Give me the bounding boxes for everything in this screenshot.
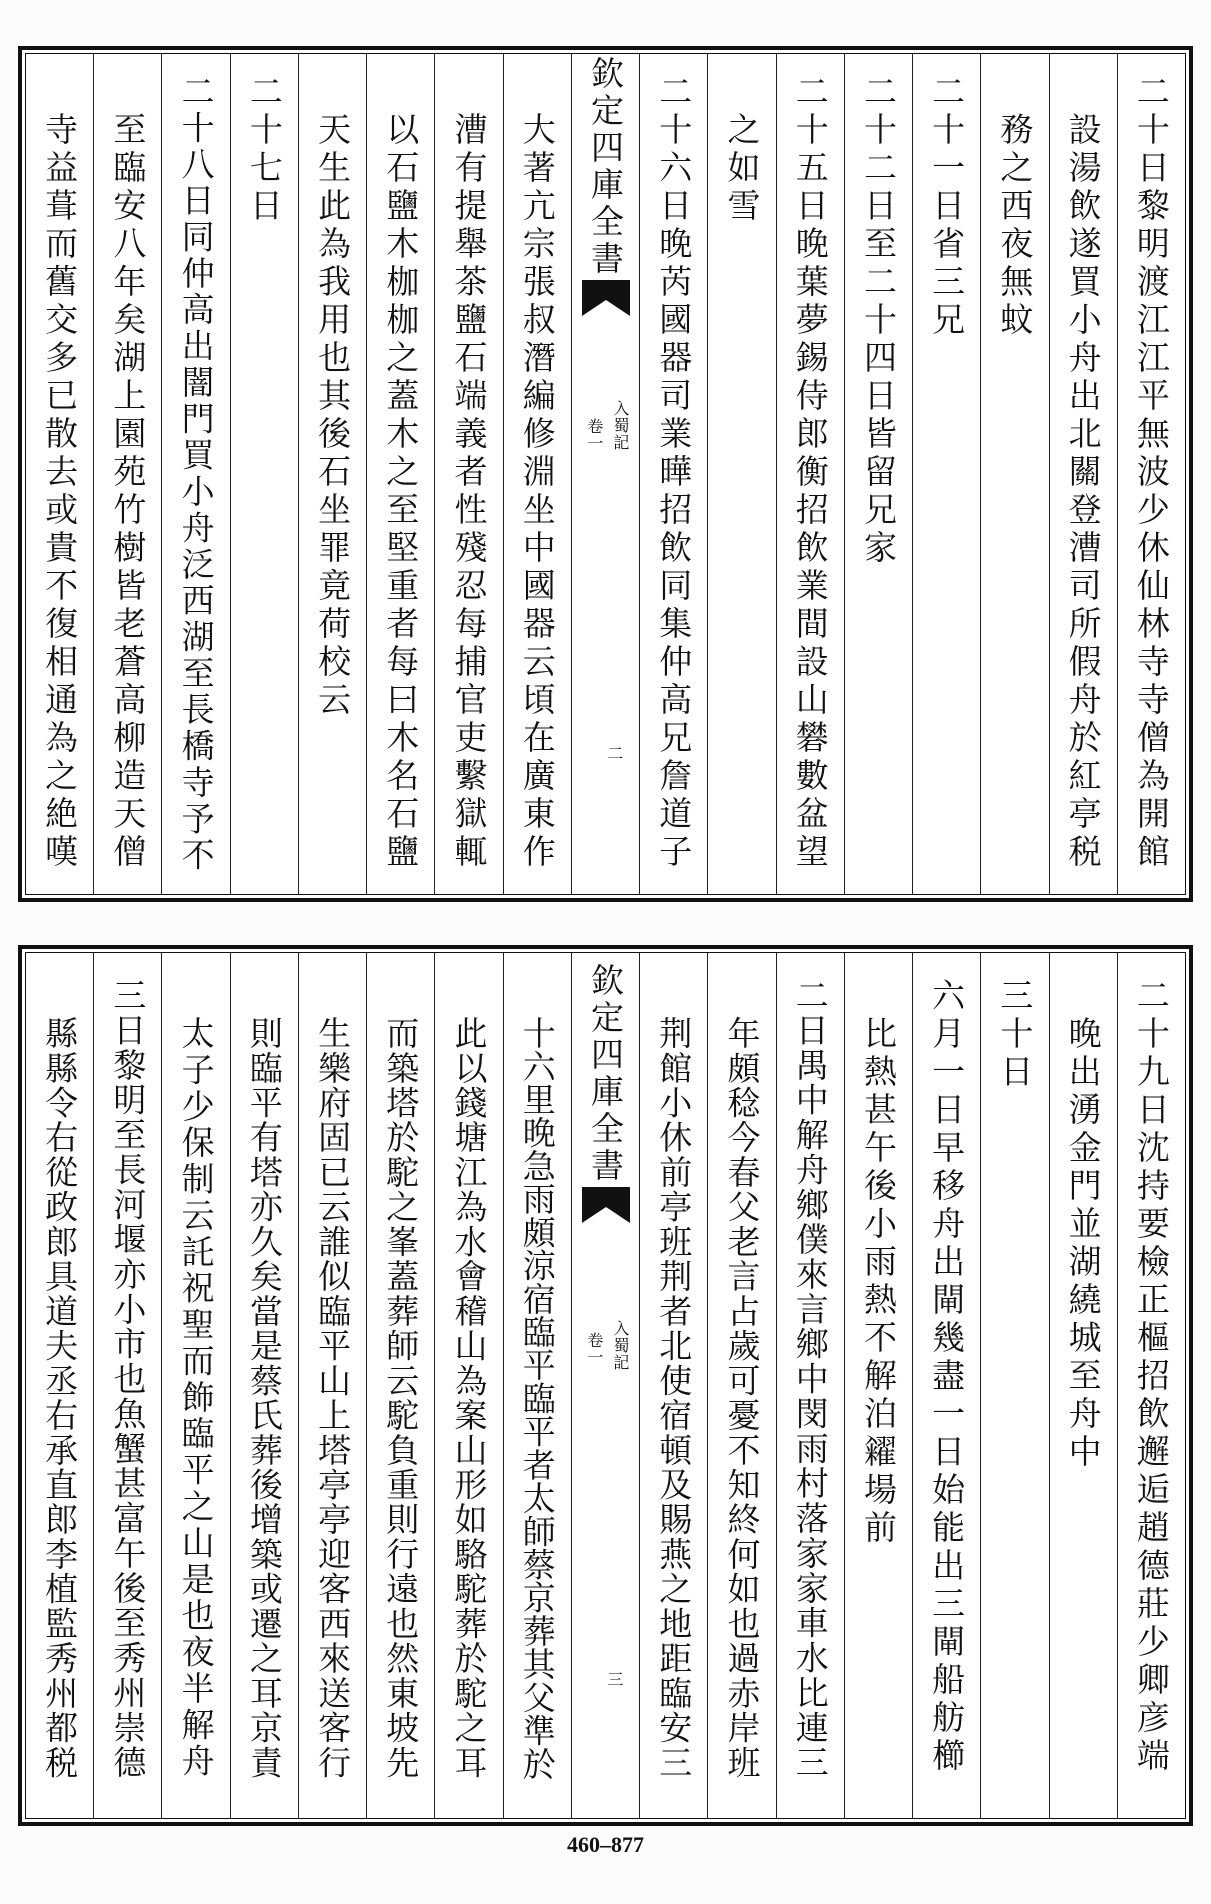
column-text: 十六里晚急雨頗涼宿臨平臨平者太師蔡京葬其父準於 xyxy=(517,1016,557,1780)
column-text: 六月一日早移舟出閘幾盡一日始能出三閘船舫櫛 xyxy=(927,978,967,1776)
column-text: 則臨平有塔亦久矣當是蔡氏葬後增築或遷之耳京責 xyxy=(244,1016,284,1780)
leaf-border xyxy=(25,952,1186,1819)
folio-number: 三 xyxy=(604,1671,624,1688)
column-text: 此以錢塘江為水會稽山為案山形如駱駝葬於駝之耳 xyxy=(449,1016,489,1780)
text-column xyxy=(912,953,980,1818)
volume-label: 卷一 xyxy=(584,418,604,452)
column-text: 年頗稔今春父老言占歲可憂不知終何如也過赤岸班 xyxy=(722,1016,762,1780)
text-column xyxy=(639,54,707,894)
leaf-border xyxy=(25,53,1186,895)
volume-label: 卷一 xyxy=(584,1332,604,1366)
running-title: 欽定四庫全書 xyxy=(586,56,625,278)
column-text: 晚出湧金門並湖繞城至舟中 xyxy=(1063,1016,1103,1472)
page-footer-number: 460–877 xyxy=(567,1832,644,1857)
column-text: 二十五日晚葉夢錫侍郎衡招飲業間設山礬數盆望 xyxy=(790,74,830,872)
column-text: 三日黎明至長河堰亦小市也魚蟹甚富午後至秀州崇德 xyxy=(108,978,148,1780)
text-column xyxy=(707,953,775,1818)
center-column xyxy=(571,953,639,1818)
text-column xyxy=(912,54,980,894)
text-column xyxy=(434,54,502,894)
text-column xyxy=(776,953,844,1818)
text-column xyxy=(1117,54,1185,894)
column-text: 之如雪 xyxy=(722,112,762,226)
column-text: 比熱甚午後小雨熱不解泊糴場前 xyxy=(858,1016,898,1548)
text-column xyxy=(161,54,229,894)
text-column xyxy=(980,953,1048,1818)
text-column xyxy=(1049,54,1117,894)
column-text: 三十日 xyxy=(995,978,1035,1092)
text-column xyxy=(1049,953,1117,1818)
text-column xyxy=(298,54,366,894)
center-column xyxy=(571,54,639,894)
text-column xyxy=(26,953,93,1818)
column-text: 至臨安八年矣湖上園苑竹樹皆老蒼高柳造天僧 xyxy=(108,112,148,872)
column-text: 二日禺中解舟鄉僕來言鄉中閔雨村落家家車水比連三 xyxy=(790,978,830,1780)
text-column xyxy=(503,953,571,1818)
text-column xyxy=(980,54,1048,894)
column-text: 荆館小休前亭班荆者北使宿頓及賜燕之地距臨安三 xyxy=(654,1016,694,1780)
column-text: 以石鹽木枷枷之蓋木之至堅重者每曰木名石鹽 xyxy=(381,112,421,872)
column-text: 二十七日 xyxy=(244,74,284,226)
book-title: 入蜀記 xyxy=(610,1320,630,1371)
book-title: 入蜀記 xyxy=(610,400,630,451)
text-column xyxy=(366,953,434,1818)
text-column xyxy=(298,953,366,1818)
column-text: 二十八日同仲高出闇門買小舟泛西湖至長橋寺予不 xyxy=(176,74,216,874)
text-column xyxy=(93,953,161,1818)
text-column xyxy=(639,953,707,1818)
text-column xyxy=(844,953,912,1818)
column-text: 二十六日晚芮國器司業曄招飲同集仲高兄詹道子 xyxy=(654,74,694,872)
column-text: 設湯飲遂買小舟出北關登漕司所假舟於紅亭税 xyxy=(1063,112,1103,872)
text-column xyxy=(366,54,434,894)
upper-leaf xyxy=(18,46,1193,902)
folio-number: 二 xyxy=(604,745,624,762)
text-column xyxy=(503,54,571,894)
text-column xyxy=(161,953,229,1818)
text-column xyxy=(26,54,93,894)
column-text: 大著亢宗張叔潛編修淵坐中國器云頃在廣東作 xyxy=(517,112,557,872)
text-column xyxy=(434,953,502,1818)
running-title: 欽定四庫全書 xyxy=(586,963,625,1185)
fishtail-mark xyxy=(582,1187,630,1223)
column-text: 二十二日至二十四日皆留兄家 xyxy=(858,74,898,568)
column-text: 而築塔於駝之峯蓋葬師云駝負重則行遠也然東坡先 xyxy=(381,1016,421,1780)
column-text: 寺益葺而舊交多已散去或貴不復相通為之絶嘆 xyxy=(40,112,80,872)
column-text: 二十一日省三兄 xyxy=(927,74,967,340)
text-column xyxy=(230,54,298,894)
lower-leaf xyxy=(18,945,1193,1826)
fishtail-mark xyxy=(582,280,630,316)
text-column xyxy=(707,54,775,894)
text-column xyxy=(230,953,298,1818)
column-text: 務之西夜無蚊 xyxy=(995,112,1035,340)
column-text: 漕有提舉茶鹽石端義者性殘忍每捕官吏繫獄輒 xyxy=(449,112,489,872)
text-column xyxy=(776,54,844,894)
column-text: 太子少保制云託祝聖而飾臨平之山是也夜半解舟 xyxy=(176,1016,216,1780)
column-text: 生樂府固已云誰似臨平山上塔亭亭迎客西來送客行 xyxy=(313,1016,353,1780)
text-column xyxy=(93,54,161,894)
text-column xyxy=(1117,953,1185,1818)
column-text: 天生此為我用也其後石坐罪竟荷校云 xyxy=(313,112,353,720)
column-text: 縣縣令右從政郎具道夫丞右承直郎李植監秀州都税 xyxy=(40,1016,80,1780)
text-column xyxy=(844,54,912,894)
column-text: 二十日黎明渡江江平無波少休仙林寺寺僧為開館 xyxy=(1131,74,1171,872)
column-text: 二十九日沈持要檢正樞招飲邂逅趙德莊少卿彦端 xyxy=(1131,978,1171,1776)
